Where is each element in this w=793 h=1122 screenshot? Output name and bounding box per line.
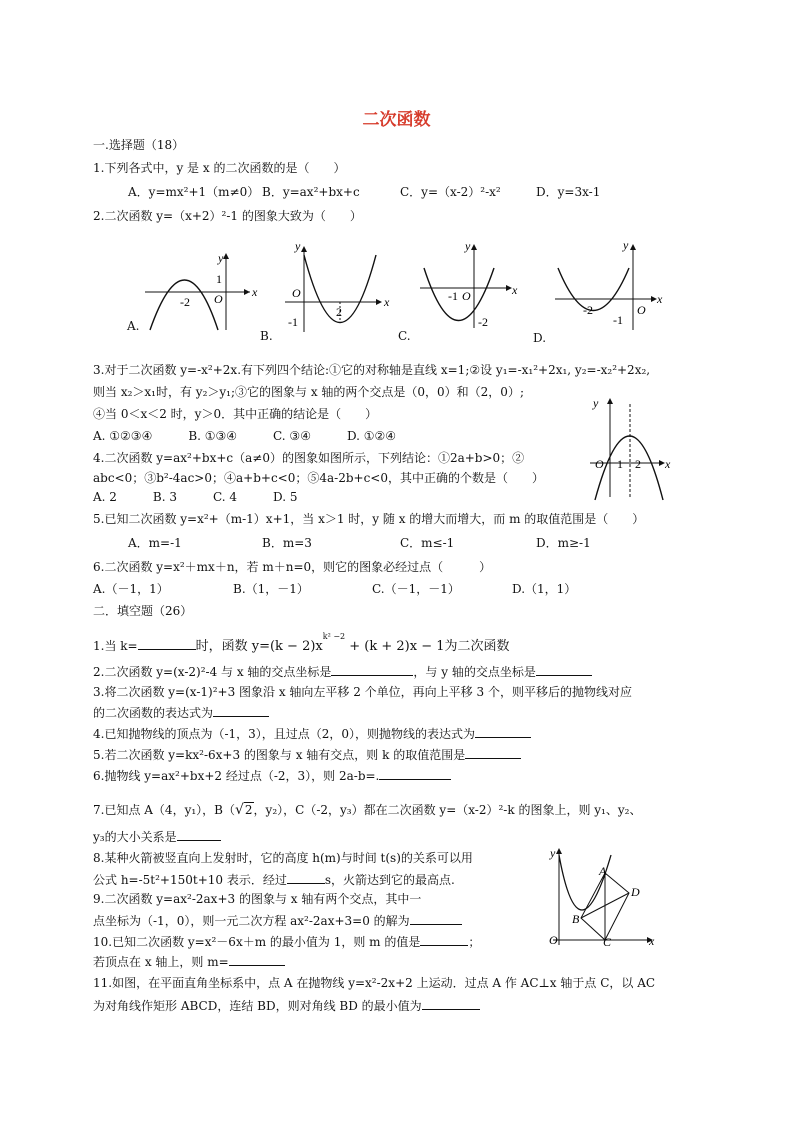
q6-option-a[interactable]: A.（－1，1） bbox=[93, 582, 169, 596]
x-label: x bbox=[384, 295, 390, 309]
f8-blank[interactable] bbox=[287, 871, 325, 884]
y-label: y bbox=[218, 251, 224, 265]
y-label: y bbox=[550, 846, 556, 860]
q1-option-c[interactable]: C．y=（x-2）²-x² bbox=[400, 185, 501, 199]
f1-exponent: k² −2 bbox=[322, 632, 346, 641]
tick-label: 2 bbox=[635, 457, 641, 471]
q5-option-c[interactable]: C．m≤-1 bbox=[400, 536, 455, 550]
x-arrow-icon bbox=[376, 299, 382, 305]
f11-figure bbox=[545, 845, 660, 950]
tick-label: -1 bbox=[448, 289, 458, 303]
f7-post: ，y₂），C（-2，y₃）都在二次函数 y=（x-2）²-k 的图象上，则 y₁、y₂、 bbox=[253, 803, 642, 817]
y-label: y bbox=[465, 239, 471, 253]
f9-line2 bbox=[93, 912, 462, 929]
f5-text: 5.若二次函数 y=kx²-6x+3 的图象与 x 轴有交点，则 k 的取值范围是 bbox=[93, 748, 466, 762]
f10-blank-2[interactable] bbox=[229, 953, 285, 966]
parabola bbox=[595, 436, 663, 500]
q2-graph-a bbox=[140, 250, 265, 335]
f3-line1: 3.将二次函数 y=(x-1)²+3 图象沿 x 轴向左平移 2 个单位，再向上平移 3 个，则平移后的抛物线对应 bbox=[93, 685, 632, 699]
f6-blank[interactable] bbox=[379, 767, 451, 780]
q2-option-b[interactable]: B. bbox=[260, 329, 273, 343]
q2-option-a[interactable]: A. bbox=[127, 319, 140, 333]
q2-graph-c bbox=[418, 238, 528, 333]
point-c-label: C bbox=[603, 935, 612, 949]
q3-line3: ④当 0＜x＜2 时，y＞0．其中正确的结论是（ ） bbox=[93, 407, 378, 421]
page-title: 二次函数 bbox=[362, 110, 431, 130]
tick-label: 1 bbox=[617, 457, 623, 471]
y-label: y bbox=[593, 396, 599, 410]
q6-option-b[interactable]: B.（1，－1） bbox=[233, 582, 309, 596]
y-arrow-icon bbox=[607, 398, 613, 404]
f6-text: 6.抛物线 y=ax²+bx+2 经过点（-2，3），则 2a-b=. bbox=[93, 769, 380, 783]
y-arrow-icon bbox=[471, 244, 477, 250]
y-arrow-icon bbox=[223, 253, 229, 259]
q1-option-a[interactable]: A．y=mx²+1（m≠0） bbox=[128, 185, 260, 199]
origin-label: O bbox=[595, 457, 604, 471]
f11-line2 bbox=[93, 997, 480, 1014]
tick-label: -1 bbox=[288, 315, 298, 329]
parabola bbox=[424, 268, 494, 321]
f10-end: ； bbox=[468, 935, 481, 949]
f1-blank[interactable] bbox=[138, 637, 196, 650]
f3-blank[interactable] bbox=[213, 704, 269, 717]
x-arrow-icon bbox=[244, 289, 250, 295]
f3-line2 bbox=[93, 704, 269, 721]
x-label: x bbox=[252, 285, 258, 299]
section-choice-heading: 一.选择题（18） bbox=[93, 138, 185, 152]
f5-line bbox=[93, 746, 521, 763]
f5-blank[interactable] bbox=[465, 746, 521, 759]
parabola bbox=[558, 268, 629, 311]
q4-line2: abc<0；③b²-4ac>0；④a+b+c<0；⑤4a-2b+c<0，其中正确的个数是（ ） bbox=[93, 471, 544, 485]
q5-option-b[interactable]: B．m=3 bbox=[262, 536, 312, 550]
q6-option-c[interactable]: C.（－1，－1） bbox=[372, 582, 460, 596]
x-label: x bbox=[657, 292, 663, 306]
y-arrow-icon bbox=[556, 848, 562, 854]
f10-text: 10.已知二次函数 y=x²－6x＋m 的最小值为 1，则 m 的值是 bbox=[93, 935, 421, 949]
f7-root: 2 bbox=[244, 803, 253, 817]
q4-options[interactable]: A. 2 B. 3 C. 4 D. 5 bbox=[93, 490, 298, 504]
f1-line bbox=[93, 632, 510, 655]
q1-option-d[interactable]: D．y=3x-1 bbox=[536, 185, 601, 199]
q1-stem: 1.下列各式中，y 是 x 的二次函数的是（ ） bbox=[93, 161, 346, 175]
f8-post: s，火箭达到它的最高点. bbox=[324, 873, 455, 887]
q5-option-a[interactable]: A．m=-1 bbox=[128, 536, 182, 550]
q4-graph bbox=[585, 392, 685, 502]
f6-line bbox=[93, 767, 451, 784]
q2-graph-d bbox=[553, 238, 668, 333]
y-label: y bbox=[623, 238, 629, 252]
q1-option-b[interactable]: B．y=ax²+bx+c bbox=[262, 185, 360, 199]
q6-stem: 6.二次函数 y=x²＋mx＋n，若 m＋n=0，则它的图象必经过点（ ） bbox=[93, 560, 492, 574]
origin-label: O bbox=[637, 303, 646, 317]
origin-label: O bbox=[462, 289, 471, 303]
f11-text: 为对角线作矩形 ABCD，连结 BD，则对角线 BD 的最小值为 bbox=[93, 999, 422, 1013]
y-label: y bbox=[295, 239, 301, 253]
tick-label: -2 bbox=[583, 303, 593, 317]
y-arrow-icon bbox=[301, 246, 307, 252]
f4-text: 4.已知抛物线的顶点为（-1，3），且过点（2，0），则抛物线的表达式为 bbox=[93, 727, 476, 741]
f1-mid: 时，函数 y=(k − 2)x bbox=[195, 639, 323, 654]
q3-options[interactable]: A. ①②③④ B. ①③④ C. ③④ D. ①②④ bbox=[93, 429, 397, 443]
f4-line bbox=[93, 725, 531, 742]
f10-line2-text: 若顶点在 x 轴上，则 m= bbox=[93, 955, 229, 969]
q5-stem: 5.已知二次函数 y=x²+（m-1）x+1，当 x＞1 时，y 随 x 的增大而增大，而 m 的取值范围是（ ） bbox=[93, 512, 645, 526]
f9-text: 点坐标为（-1，0），则一元二次方程 ax²-2ax+3=0 的解为 bbox=[93, 914, 410, 928]
q2-option-c[interactable]: C. bbox=[398, 329, 411, 343]
f1-post: + (k + 2)x − 1为二次函数 bbox=[345, 639, 510, 654]
f2-mid: ，与 y 轴的交点坐标是 bbox=[413, 665, 536, 679]
f1-pre: 1.当 k= bbox=[93, 639, 138, 653]
point-b-label: B bbox=[572, 912, 580, 926]
f10-line1 bbox=[93, 933, 480, 950]
f11-blank[interactable] bbox=[422, 997, 480, 1010]
f7-pre: 7.已知点 A（4，y₁），B（ bbox=[93, 803, 235, 817]
f11-line1: 11.如图，在平面直角坐标系中，点 A 在抛物线 y=x²-2x+2 上运动．过点 A 作 AC⊥x 轴于点 C，以 AC bbox=[93, 976, 656, 990]
f10-line2 bbox=[93, 953, 285, 970]
f4-blank[interactable] bbox=[475, 725, 531, 738]
x-label: x bbox=[512, 283, 518, 297]
q3-line1: 3.对于二次函数 y=-x²+2x.有下列四个结论:①它的对称轴是直线 x=1;②设 y₁=-x₁²+2x₁, y₂=-x₂²+2x₂, bbox=[93, 363, 651, 377]
f7-line2-text: y₃的大小关系是 bbox=[93, 830, 177, 844]
origin-label: O bbox=[292, 286, 301, 300]
f2-line bbox=[93, 663, 592, 680]
q5-option-d[interactable]: D．m≥-1 bbox=[536, 536, 591, 550]
f2-pre: 2.二次函数 y=(x-2)²-4 与 x 轴的交点坐标是 bbox=[93, 665, 332, 679]
f8-line2 bbox=[93, 871, 455, 888]
tick-label: 2 bbox=[336, 305, 342, 319]
f9-line1: 9.二次函数 y=ax²-2ax+3 的图象与 x 轴有两个交点，其中一 bbox=[93, 892, 422, 906]
f9-blank[interactable] bbox=[410, 912, 462, 925]
point-d-label: D bbox=[631, 885, 640, 899]
f8-line1: 8.某种火箭被竖直向上发射时，它的高度 h(m)与时间 t(s)的关系可以用 bbox=[93, 851, 473, 865]
f8-pre: 公式 h=-5t²+150t+10 表示．经过 bbox=[93, 873, 287, 887]
f2-blank-y[interactable] bbox=[536, 663, 592, 676]
f7-line2 bbox=[93, 828, 221, 845]
f10-blank-1[interactable] bbox=[420, 933, 468, 946]
f7-blank[interactable] bbox=[177, 828, 221, 841]
q2-stem: 2.二次函数 y=（x+2）²-1 的图象大致为（ ） bbox=[93, 209, 362, 223]
q2-graph-b bbox=[280, 240, 390, 335]
q6-option-d[interactable]: D.（1，1） bbox=[512, 582, 577, 596]
origin-label: O bbox=[549, 933, 558, 947]
f7-line1 bbox=[93, 802, 641, 818]
y-arrow-icon bbox=[630, 244, 636, 250]
tick-label: -2 bbox=[478, 315, 488, 329]
tick-label: -2 bbox=[180, 295, 190, 309]
q2-option-d[interactable]: D. bbox=[533, 331, 547, 345]
origin-label: O bbox=[214, 292, 223, 306]
sqrt-icon: √ bbox=[234, 802, 244, 818]
q4-line1: 4.二次函数 y=ax²+bx+c（a≠0）的图象如图所示，下列结论：①2a+b>0；② bbox=[93, 451, 525, 465]
f2-blank-x[interactable] bbox=[331, 663, 413, 676]
point-a-label: A bbox=[599, 864, 607, 878]
q3-line2: 则当 x₂＞x₁时，有 y₂＞y₁;③它的图象与 x 轴的两个交点是（0，0）和（2，0）; bbox=[93, 385, 524, 399]
section-fill-heading: 二．填空题（26） bbox=[93, 604, 193, 618]
f3-line2-text: 的二次函数的表达式为 bbox=[93, 706, 214, 720]
x-label: x bbox=[649, 934, 655, 948]
tick-label: -1 bbox=[613, 313, 623, 327]
tick-label: 1 bbox=[216, 272, 222, 286]
x-label: x bbox=[665, 457, 671, 471]
